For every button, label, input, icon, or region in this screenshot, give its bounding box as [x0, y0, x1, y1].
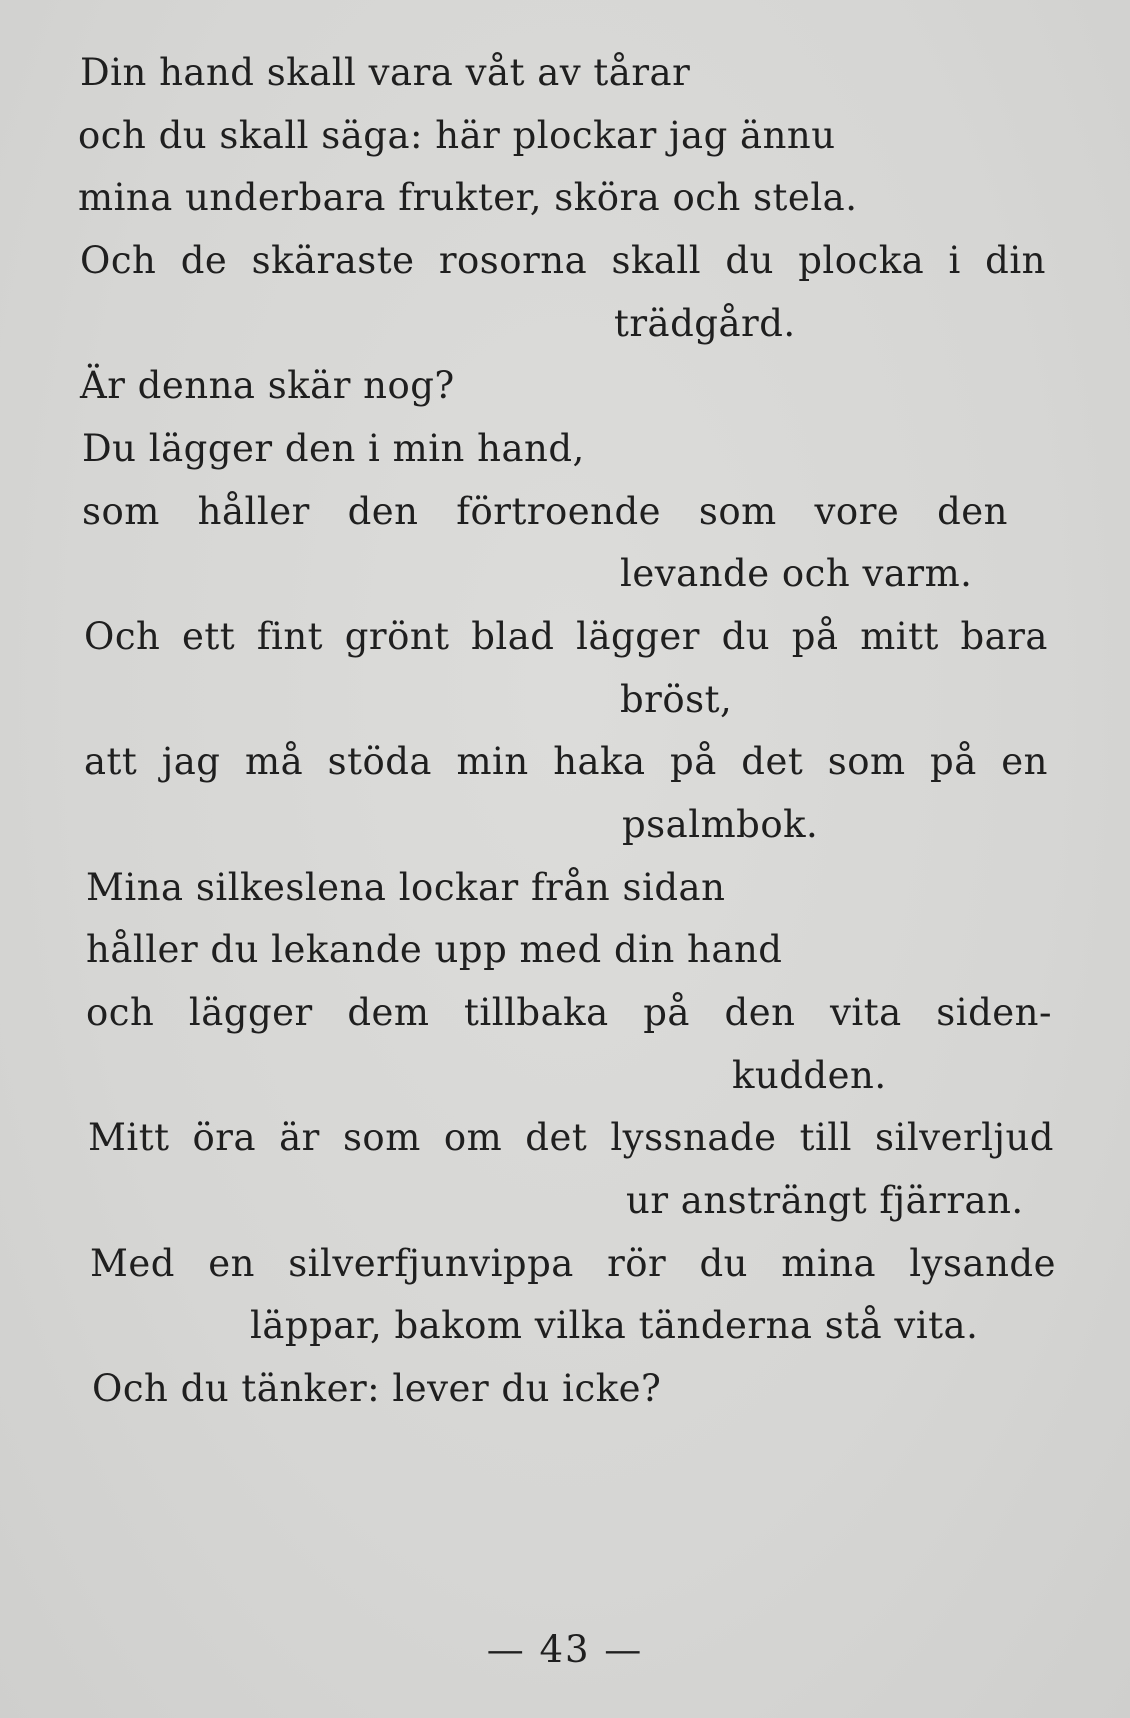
poem-line: Mitt öra är som om det lyssnade till silverljud	[88, 1116, 1054, 1159]
poem-line-continuation: psalmbok.	[622, 803, 819, 846]
poem-line: och du skall säga: här plockar jag ännu	[78, 114, 836, 157]
poem-line-continuation: bröst,	[620, 678, 733, 721]
poem-line: håller du lekande upp med din hand	[86, 928, 783, 971]
poem-line: Du lägger den i min hand,	[82, 427, 585, 470]
page-number: — 43 —	[486, 1628, 644, 1671]
poem-line: Med en silverfjunvippa rör du mina lysande	[90, 1242, 1056, 1285]
poem-line-continuation: kudden.	[732, 1054, 887, 1097]
poem-line: Och du tänker: lever du icke?	[92, 1367, 662, 1410]
poem-line-continuation: levande och varm.	[620, 552, 973, 595]
poem-line: Är denna skär nog?	[80, 364, 455, 407]
poem-line: och lägger dem tillbaka på den vita siden-	[86, 991, 1052, 1034]
poem-line: mina underbara frukter, sköra och stela.	[78, 176, 858, 219]
poem-line: som håller den förtroende som vore den	[82, 490, 1008, 533]
poem-line: att jag må stöda min haka på det som på en	[84, 740, 1048, 783]
poem-line: Och ett fint grönt blad lägger du på mitt bara	[84, 615, 1048, 658]
poem-line: Mina silkeslena lockar från sidan	[86, 866, 726, 909]
poem-line-continuation: ur ansträngt fjärran.	[626, 1179, 1024, 1222]
poem-line: Din hand skall vara våt av tårar	[80, 51, 691, 94]
poem-line-continuation: läppar, bakom vilka tänderna stå vita.	[250, 1304, 979, 1347]
poem-line-continuation: trädgård.	[614, 302, 796, 345]
poem-line: Och de skäraste rosorna skall du plocka i din	[80, 239, 1046, 282]
